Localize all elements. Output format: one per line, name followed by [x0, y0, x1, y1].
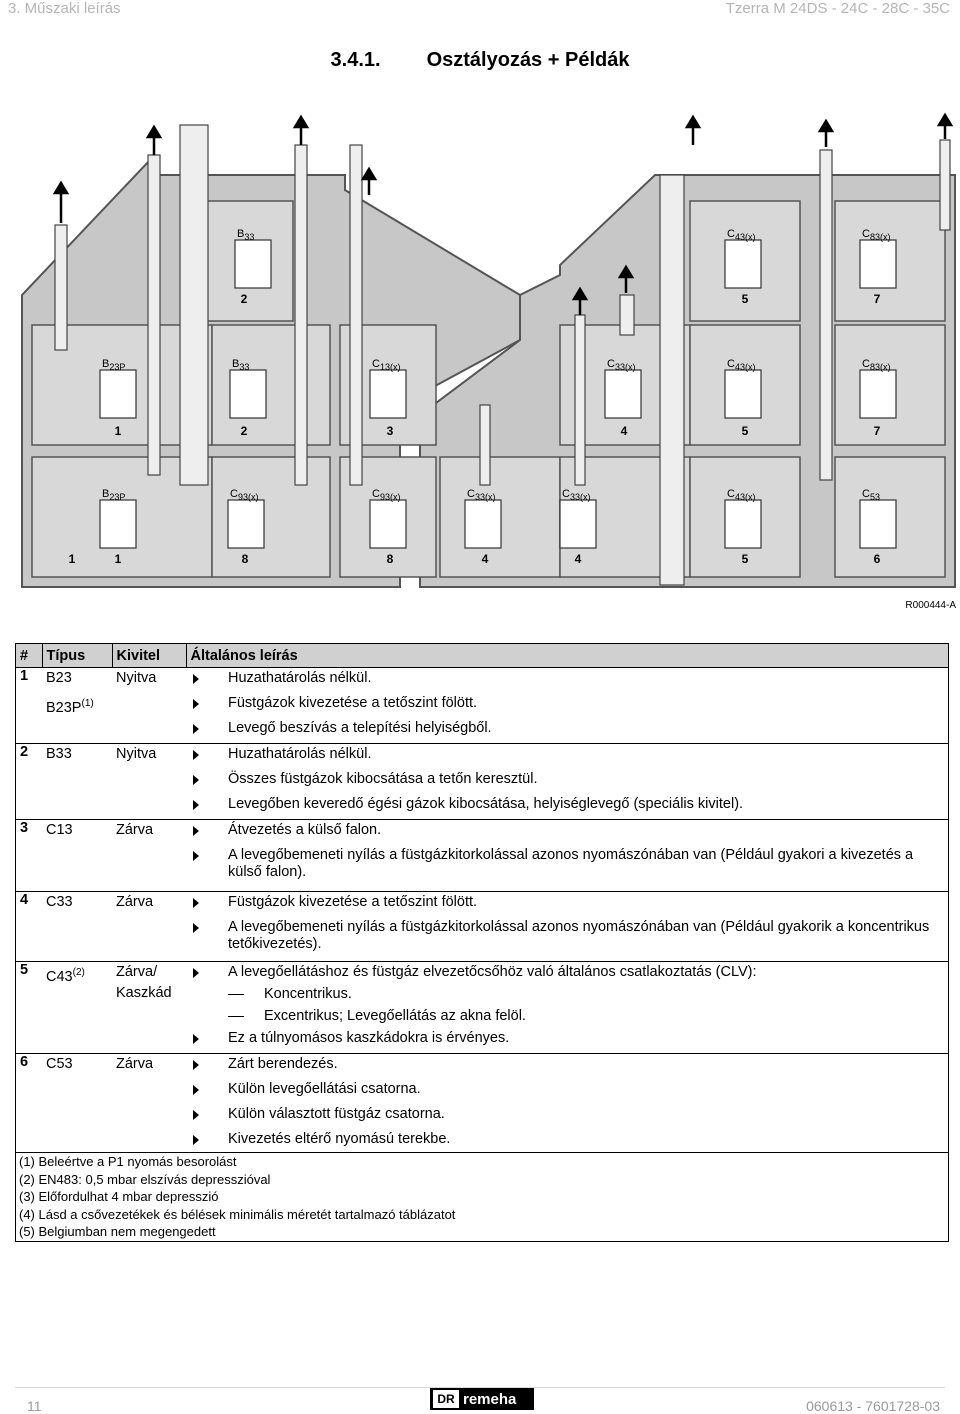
room-number: 5	[741, 424, 749, 438]
row-number: 2	[16, 744, 43, 820]
bullet-triangle-icon	[193, 674, 199, 684]
boiler-label: $C_{43(x)}$	[727, 488, 756, 502]
room-number: 4	[574, 552, 582, 566]
room-number: 8	[241, 552, 249, 566]
footnote-ref: (1)	[81, 698, 94, 709]
type-value: C33	[46, 894, 73, 910]
desc-text: Összes füstgázok kibocsátása a tetőn keresztül.	[228, 771, 538, 787]
table-row	[16, 668, 949, 744]
boiler-box	[230, 370, 266, 418]
bullet-triangle-icon	[193, 699, 199, 709]
room-number: 2	[240, 424, 248, 438]
kind-value: Zárva	[116, 822, 154, 838]
desc-text: Füstgázok kivezetése a tetőszint fölött.	[228, 695, 478, 711]
desc-line	[190, 820, 944, 845]
desc-line	[190, 845, 944, 891]
desc-text: A levegőbemeneti nyílás a füstgázkitorkolással azonos nyomászónában van (Például gyakori a kivezetés a külső falon).	[228, 847, 914, 880]
table-row	[16, 820, 949, 892]
bullet-triangle-icon	[193, 826, 199, 836]
row-kind	[112, 962, 186, 1054]
footnote-ref: (2)	[72, 967, 85, 978]
type-value-2	[46, 693, 108, 718]
bullet-triangle-icon	[193, 1034, 199, 1044]
figure-id: R000444-A	[905, 600, 956, 611]
desc-subtext: Koncentrikus.	[264, 986, 352, 1002]
boiler-label: $B_{33}$	[237, 228, 255, 242]
desc-line	[190, 1054, 944, 1079]
footnote: (3) Előfordulhat 4 mbar depresszió	[19, 1189, 219, 1204]
row-number: 5	[16, 962, 43, 1054]
kind-value: Nyitva	[116, 670, 157, 686]
bullet-triangle-icon	[193, 724, 199, 734]
desc-text: A levegőbemeneti nyílás a füstgázkitorkolással azonos nyomászónában van (Például gyakorik a koncentrikus tetőkivezetés).	[228, 919, 930, 952]
desc-text: Levegőben keveredő égési gázok kibocsátása, helyiséglevegő (speciális kivitel).	[228, 796, 744, 812]
type-value: C13	[46, 822, 73, 838]
boiler-label: $C_{83(x)}$	[862, 358, 891, 372]
desc-text: Füstgázok kivezetése a tetőszint fölött.	[228, 894, 478, 910]
boiler-label: $C_{83(x)}$	[862, 228, 891, 242]
bullet-triangle-icon	[193, 851, 199, 861]
desc-line	[190, 718, 944, 743]
boiler-label: $B_{23P}$	[102, 488, 126, 502]
room-number: 1	[114, 424, 122, 438]
boiler-box	[860, 240, 896, 288]
section-title: Osztályozás + Példák	[426, 49, 630, 71]
row-desc	[186, 668, 949, 744]
boiler-label: $C_{43(x)}$	[727, 228, 756, 242]
desc-line	[190, 962, 944, 984]
room-number: 5	[741, 552, 749, 566]
boiler-box	[605, 370, 641, 418]
desc-line	[190, 1079, 944, 1104]
type-text: C43	[46, 968, 73, 985]
boiler-box	[235, 240, 271, 288]
row-number: 4	[16, 892, 43, 962]
section-number: 3.4.1.	[330, 49, 381, 71]
table-row	[16, 962, 949, 1054]
boiler-box	[860, 370, 896, 418]
boiler-label: $C_{53}$	[862, 488, 880, 502]
table-row	[16, 1054, 949, 1155]
boiler-box	[100, 370, 136, 418]
footnote: (4) Lásd a csővezetékek és bélések minimális méretét tartalmazó táblázatot	[19, 1206, 456, 1222]
boiler-label: $C_{33(x)}$	[467, 488, 496, 502]
room-number: 1	[114, 552, 122, 566]
type2-text: B23P	[46, 699, 82, 716]
desc-line	[190, 1129, 944, 1154]
boiler-box	[228, 500, 264, 548]
desc-line	[190, 892, 944, 917]
bullet-triangle-icon	[193, 1060, 199, 1070]
footnote: (1) Beleértve a P1 nyomás besorolást	[19, 1154, 237, 1169]
desc-subline	[190, 1006, 944, 1028]
desc-text: Zárt berendezés.	[228, 1056, 338, 1072]
footnote: (2) EN483: 0,5 mbar elszívás depresszióval	[19, 1171, 271, 1187]
boiler-label: $B_{23P}$	[102, 358, 126, 372]
desc-line	[190, 744, 944, 769]
brand-name: remeha	[463, 1390, 517, 1408]
boiler-label: $C_{33(x)}$	[562, 488, 591, 502]
col-header-type: Típus	[42, 644, 112, 668]
bullet-triangle-icon	[193, 968, 199, 978]
room-number: 1	[68, 552, 76, 566]
row-number: 3	[16, 820, 43, 892]
desc-line	[190, 769, 944, 794]
row-number: 6	[16, 1054, 43, 1155]
desc-subline	[190, 984, 944, 1006]
row-kind	[112, 668, 186, 744]
desc-line	[190, 1028, 944, 1053]
classification-diagram	[0, 95, 960, 625]
room-number: 4	[620, 424, 628, 438]
dash-bullet-icon	[228, 1016, 244, 1017]
desc-line	[190, 794, 944, 819]
desc-text: Külön választott füstgáz csatorna.	[228, 1106, 445, 1122]
row-type	[42, 892, 112, 962]
boiler-label: $C_{93(x)}$	[372, 488, 401, 502]
table-row	[16, 744, 949, 820]
boiler-label: $C_{33(x)}$	[607, 358, 636, 372]
page-title	[0, 49, 960, 72]
row-type	[42, 668, 112, 744]
desc-text: A levegőellátáshoz és füstgáz elvezetőcsőhöz való általános csatlakoztatás (CLV):	[228, 964, 757, 980]
brand-logo	[430, 1388, 534, 1410]
bullet-triangle-icon	[193, 750, 199, 760]
room-number: 4	[481, 552, 489, 566]
col-header-num: #	[16, 644, 43, 668]
row-kind	[112, 744, 186, 820]
row-type	[42, 820, 112, 892]
page-number: 11	[27, 1398, 42, 1414]
desc-line	[190, 693, 944, 718]
kind-value: Zárva/	[116, 964, 158, 980]
footnotes	[15, 1152, 949, 1242]
row-kind	[112, 892, 186, 962]
boiler-box	[370, 370, 406, 418]
room-number: 3	[386, 424, 394, 438]
room-number: 7	[873, 292, 881, 306]
desc-text: Külön levegőellátási csatorna.	[228, 1081, 421, 1097]
kind-value: Zárva	[116, 1056, 154, 1072]
table-row	[16, 892, 949, 962]
row-type	[42, 962, 112, 1054]
boiler-box	[560, 500, 596, 548]
row-desc	[186, 962, 949, 1054]
col-header-kind: Kivitel	[112, 644, 186, 668]
room-number: 8	[386, 552, 394, 566]
dash-bullet-icon	[228, 994, 244, 995]
header-section: 3. Műszaki leírás	[8, 0, 121, 17]
room-number: 2	[240, 292, 248, 306]
type-value: B23	[46, 670, 72, 686]
row-type	[42, 1054, 112, 1155]
desc-line	[190, 917, 944, 961]
logo-mark-icon: DR	[433, 1390, 459, 1408]
boiler-box	[725, 370, 761, 418]
bullet-triangle-icon	[193, 1110, 199, 1120]
kind-value-2: Kaszkád	[116, 985, 172, 1001]
desc-text: Ez a túlnyomásos kaszkádokra is érvényes.	[228, 1030, 510, 1046]
boiler-label: $C_{13(x)}$	[372, 358, 401, 372]
kind-value: Zárva	[116, 894, 154, 910]
kind-value: Nyitva	[116, 746, 157, 762]
type-value: C53	[46, 1056, 73, 1072]
bullet-triangle-icon	[193, 775, 199, 785]
col-header-desc: Általános leírás	[186, 644, 949, 668]
desc-text: Kivezetés eltérő nyomású terekbe.	[228, 1131, 451, 1147]
row-desc	[186, 892, 949, 962]
boiler-box	[725, 500, 761, 548]
row-desc	[186, 1054, 949, 1155]
boiler-box	[465, 500, 501, 548]
row-number: 1	[16, 668, 43, 744]
boiler-box	[860, 500, 896, 548]
row-type	[42, 744, 112, 820]
footnote: (5) Belgiumban nem megengedett	[19, 1224, 216, 1239]
classification-table	[15, 643, 949, 1154]
boiler-label: $B_{33}$	[232, 358, 250, 372]
desc-text: Levegő beszívás a telepítési helyiségből.	[228, 720, 492, 736]
bullet-triangle-icon	[193, 923, 199, 933]
desc-text: Huzathatárolás nélkül.	[228, 670, 372, 686]
row-kind	[112, 820, 186, 892]
header-product: Tzerra M 24DS - 24C - 28C - 35C	[725, 0, 950, 17]
type-value	[46, 962, 108, 987]
boiler-box	[725, 240, 761, 288]
row-desc	[186, 744, 949, 820]
boiler-box	[100, 500, 136, 548]
room-number: 5	[741, 292, 749, 306]
room-number: 6	[873, 552, 881, 566]
desc-line	[190, 1104, 944, 1129]
boiler-label: $C_{93(x)}$	[230, 488, 259, 502]
bullet-triangle-icon	[193, 1135, 199, 1145]
row-kind	[112, 1054, 186, 1155]
desc-subtext: Excentrikus; Levegőellátás az akna felöl.	[264, 1008, 526, 1024]
bullet-triangle-icon	[193, 898, 199, 908]
boiler-label: $C_{43(x)}$	[727, 358, 756, 372]
room-number: 7	[873, 424, 881, 438]
document-number: 060613 - 7601728-03	[806, 1398, 940, 1414]
row-desc	[186, 820, 949, 892]
desc-text: Huzathatárolás nélkül.	[228, 746, 372, 762]
bullet-triangle-icon	[193, 1085, 199, 1095]
type-value: B33	[46, 746, 72, 762]
desc-line	[190, 668, 944, 693]
desc-text: Átvezetés a külső falon.	[228, 822, 382, 838]
bullet-triangle-icon	[193, 800, 199, 810]
boiler-box	[370, 500, 406, 548]
